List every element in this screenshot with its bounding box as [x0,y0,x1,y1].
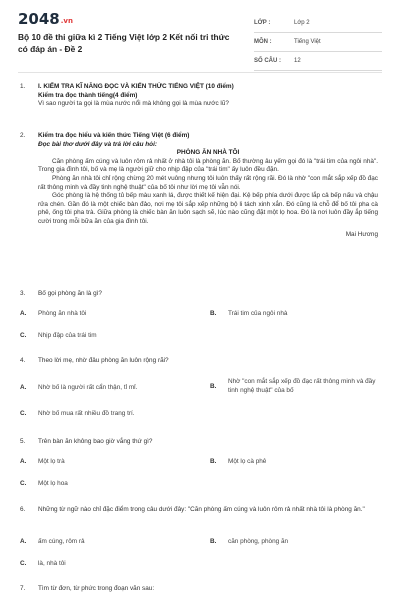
question-number: 6. [20,506,26,513]
option-text: Trái tim của ngôi nhà [228,310,288,317]
section-instruction: Đọc bài thơ dưới đây và trả lời câu hỏi: [38,140,157,148]
option-text: ấm cúng, rôm rả [38,538,85,545]
question-number: 1. [20,83,26,90]
meta-value: Lớp 2 [294,20,310,26]
question-text: Bố gọi phòng ăn là gì? [38,290,102,297]
option-letter: A. [20,384,27,391]
story-title: PHÒNG ĂN NHÀ TÔI [176,149,240,157]
meta-key: LỚP : [254,20,271,26]
option-text: Một lọ trà [38,458,65,465]
option-text: Nhờ "con mắt sắp xếp đồ đạc rất thông minh và đầy tinh nghệ thuật" của bố [228,378,376,394]
option-letter: A. [20,458,27,465]
section-title: I. KIỂM TRA KĨ NĂNG ĐỌC VÀ KIẾN THỨC TIẾNG VIỆT (10 điểm) [38,83,234,90]
meta-key: MÔN : [254,39,272,45]
question-number: 3. [20,290,26,297]
option-text: là, nhà tôi [38,560,66,567]
logo-text: 2048 [18,10,60,28]
meta-row-class [254,14,382,33]
option-letter: B. [210,538,217,545]
question-number: 4. [20,357,26,364]
question-text: Tìm từ đơn, từ phức trong đoạn văn sau: [38,585,155,592]
story-author: Mai Hương [345,230,378,238]
option-letter: C. [20,560,27,567]
question-text: Trên bàn ăn không bao giờ vắng thứ gì? [38,438,153,445]
question-number: 5. [20,438,26,445]
story-paragraph: Góc phòng là hệ thống tủ bếp màu xanh lá, được thiết kế hiện đại. Kệ bếp phía dưới được lắp cả bếp nấu và chậu rửa chén. Gần đó là một chiếc bàn đảo, nơi mẹ tôi sắp xếp những bộ li tách xinh xắn. Đó cũng là chỗ để bố tôi pha cà phê, ống tôi pha trà. Giữa phòng là chiếc bàn ăn luôn sạch sẽ, lúc nào cũng đặt một lọ hoa. Đó là nơi luôn đầy ắp tiếng cười trong mỗi bữa ăn của gia đình tôi. [38,192,378,225]
meta-key: SỐ CÂU : [254,58,281,64]
question-number: 7. [20,585,26,592]
option-text: căn phòng, phòng ăn [228,538,289,545]
question-text: Những từ ngữ nào chỉ đặc điểm trong câu dưới đây: "Căn phòng ấm cúng và luôn rôm rả nhất nhà tôi là phòng ăn." [38,506,365,513]
story-paragraph: Phòng ăn nhà tôi chỉ rộng chừng 20 mét vuông nhưng tôi luôn thấy rất rộng rãi. Đó là nhờ "con mắt sắp xếp đồ đạc rất thông minh và đầy tinh nghệ thuật" của bố tôi như lời mẹ tôi vẫn nói. [38,174,378,191]
option-letter: B. [210,310,217,317]
option-letter: A. [20,538,27,545]
option-letter: C. [20,332,27,339]
option-letter: B. [210,458,217,465]
section-title: Kiểm tra đọc hiểu và kiến thức Tiếng Việt (6 điểm) [38,132,190,139]
document-title: Bộ 10 đề thi giữa kì 2 Tiếng Việt lớp 2 Kết nối tri thức có đáp án - Đề 2 [18,32,230,54]
question-number: 2. [20,132,26,139]
meta-value: Tiếng Việt [294,39,321,45]
option-text: Nhờ bố là người rất cẩn thận, tỉ mỉ. [38,384,138,391]
meta-row-subject [254,33,382,52]
option-letter: B. [210,383,217,390]
story-paragraph: Căn phòng ấm cúng và luôn rôm rả nhất ở nhà tôi là phòng ăn. Bố thường âu yếm gọi đó là "trái tim của ngôi nhà". Trong gia đình tôi, bố và mẹ là người giữ cho nhịp đập của "trái tim" ấy luôn đều đặn. [38,157,378,174]
section-subtitle: Kiểm tra đọc thành tiếng(4 điểm) [38,91,138,99]
meta-row-count [254,52,382,71]
option-letter: C. [20,410,27,417]
option-text: Một lọ cà phê [228,458,267,465]
option-text: Phòng ăn nhà tôi [38,310,87,317]
meta-table [254,14,382,71]
option-text: Một lọ hoa [38,480,68,487]
option-letter: C. [20,480,27,487]
option-text: Nhịp đập của trái tim [38,332,97,339]
header-divider [18,72,382,73]
question-text: Theo lời mẹ, nhờ đâu phòng ăn luôn rộng rãi? [38,357,169,364]
meta-value: 12 [294,58,301,64]
option-letter: A. [20,310,27,317]
option-text: Nhờ bố mua rất nhiều đồ trang trí. [38,410,135,417]
question-text: Vì sao người ta gọi là mùa nước nổi mà không gọi là mùa nước lũ? [38,100,229,108]
site-logo[interactable] [18,10,73,28]
page-header [18,10,382,68]
logo-suffix: .vn [60,17,73,25]
